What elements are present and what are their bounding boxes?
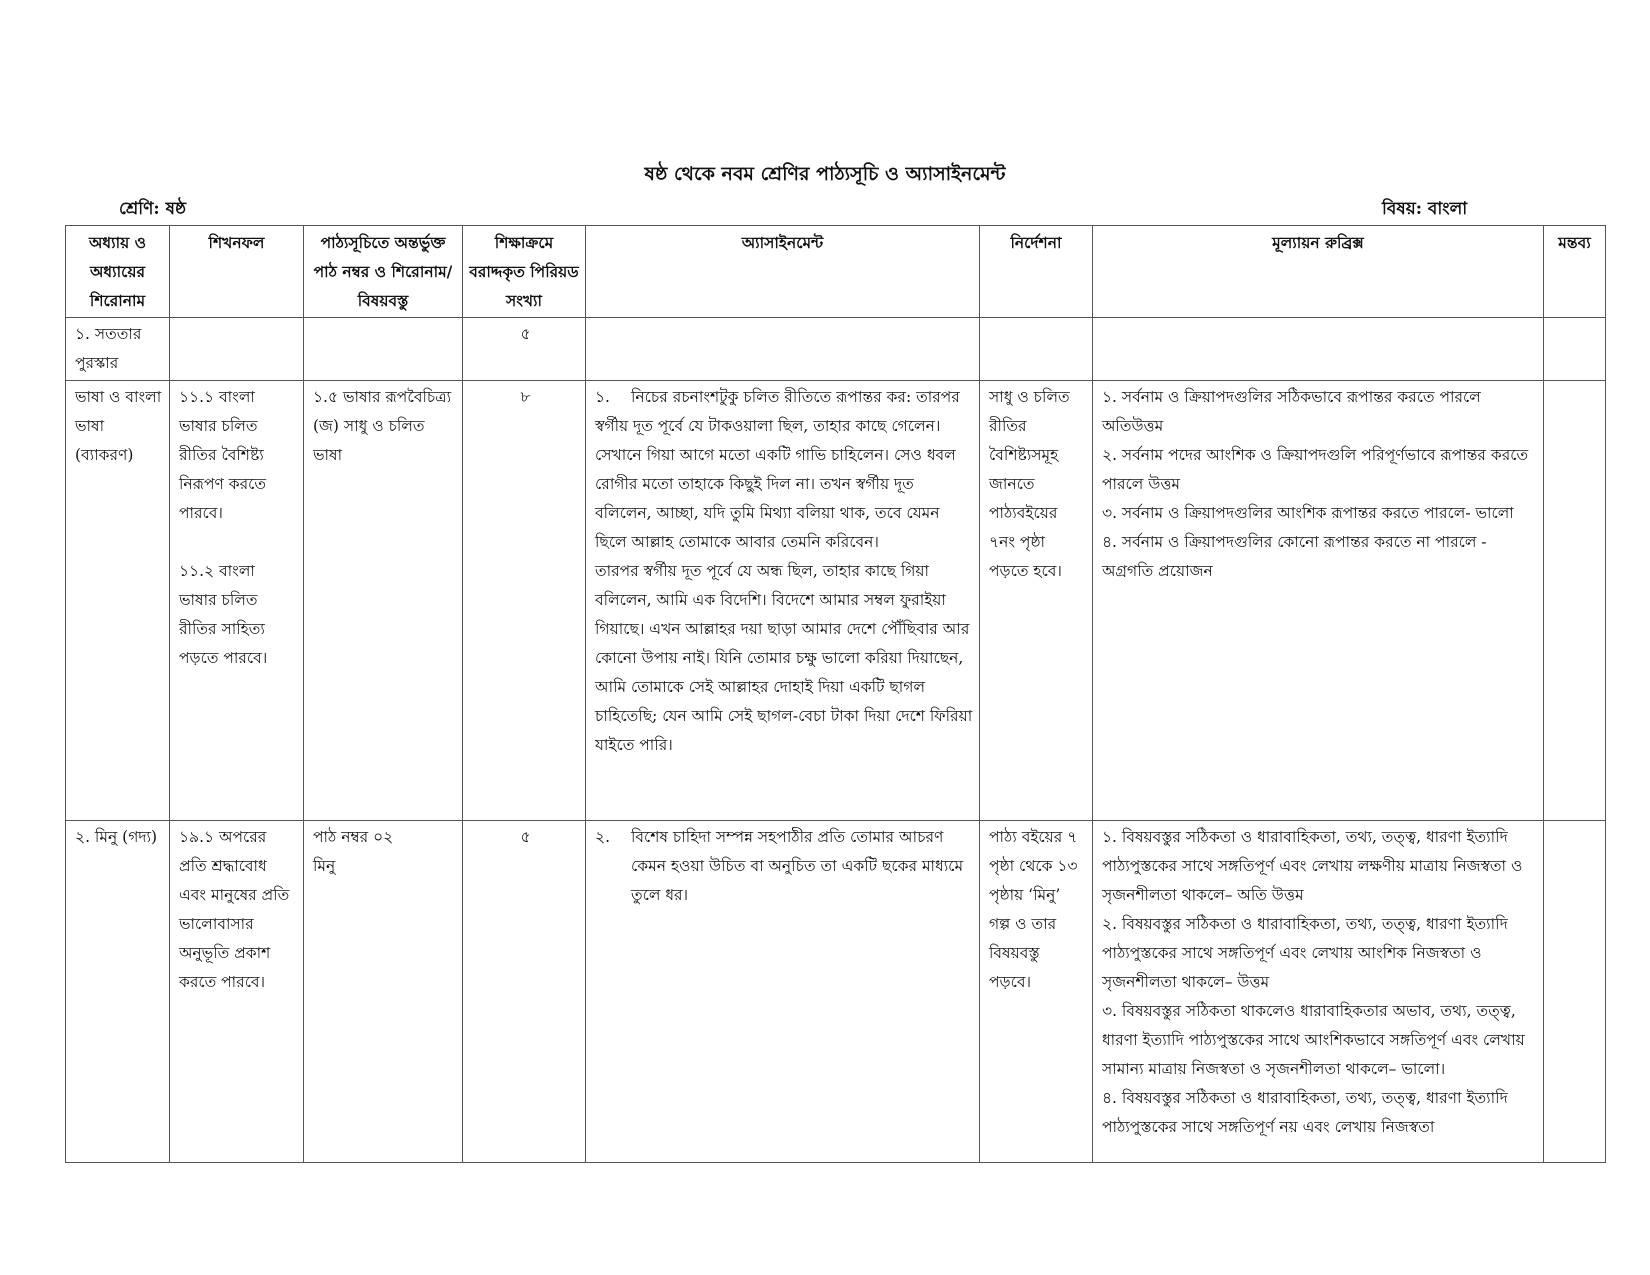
header-lesson: পাঠ্যসূচিতে অন্তর্ভুক্ত পাঠ নম্বর ও শিরোনাম/ বিষয়বস্তু [304, 226, 463, 318]
header-periods: শিক্ষাক্রমে বরাদ্দকৃত পিরিয়ড সংখ্যা [463, 226, 586, 318]
outcome-item: ১১.২ বাংলা ভাষার চলিত রীতির সাহিত্য পড়তে পারবে। [179, 562, 268, 667]
lesson-topic: (জ) সাধু ও চলিত ভাষা [313, 417, 425, 464]
remarks-cell [1544, 381, 1606, 821]
table-row [66, 381, 1606, 821]
periods-cell: ৫ [463, 318, 586, 381]
remarks-cell [1544, 318, 1606, 381]
lesson-number: ১.৫ ভাষার রূপবৈচিত্র্য [313, 388, 452, 406]
periods-cell: ৮ [463, 381, 586, 821]
instruction-cell [980, 318, 1093, 381]
outcome-item: ১১.১ বাংলা ভাষার চলিত রীতির বৈশিষ্ট্য নিরূপণ করতে পারবে। [179, 388, 267, 522]
chapter-cell: ১. সততার পুরস্কার [66, 318, 170, 381]
outcome-cell: ১৯.১ অপরের প্রতি শ্রদ্ধাবোধ এবং মানুষের প্রতি ভালোবাসার অনুভূতি প্রকাশ করতে পারবে। [170, 821, 304, 1163]
remarks-cell [1544, 821, 1606, 1163]
rubric-item: ১. বিষয়বস্তুর সঠিকতা ও ধারাবাহিকতা, তথ্য, তত্ত্ব, ধারণা ইত্যাদি পাঠ্যপুস্তকের সাথে সঙ্গতিপূর্ণ এবং লেখায় লক্ষণীয় মাত্রায় নিজস্বতা ও সৃজনশীলতা থাকলে– অতি উত্তম [1102, 828, 1523, 904]
lesson-cell [304, 318, 463, 381]
rubric-cell [1093, 381, 1544, 821]
assignment-cell [586, 821, 980, 1163]
chapter-cell: ২. মিনু (গদ্য) [66, 821, 170, 1163]
header-rubric: মূল্যায়ন রুব্রিক্স [1093, 226, 1544, 318]
instruction-cell: সাধু ও চলিত রীতির বৈশিষ্ট্যসমূহ জানতে পাঠ্যবইয়ের ৭নং পৃষ্ঠা পড়তে হবে। [980, 381, 1093, 821]
chapter-cell: ভাষা ও বাংলা ভাষা (ব্যাকরণ) [66, 381, 170, 821]
rubric-item: ৪. সর্বনাম ও ক্রিয়াপদগুলির কোনো রূপান্তর করতে না পারলে - অগ্রগতি প্রয়োজন [1102, 533, 1487, 580]
syllabus-table [65, 225, 1606, 1163]
table-row [66, 821, 1606, 1163]
assignment-number: ২. [595, 828, 611, 846]
header-instruction: নির্দেশনা [980, 226, 1093, 318]
subject-label: বিষয়: বাংলা [1382, 199, 1468, 219]
class-label: শ্রেণি: ষষ্ঠ [119, 199, 187, 219]
header-remarks: মন্তব্য [1544, 226, 1606, 318]
rubric-cell [1093, 821, 1544, 1163]
lesson-topic: মিনু [313, 857, 336, 875]
assignment-cell [586, 381, 980, 821]
assignment-text-continued: তারপর স্বর্গীয় দূত পূর্বে যে অন্ধ ছিল, তাহার কাছে গিয়া বলিলেন, আমি এক বিদেশি। বিদেশে আমার সম্বল ফুরাইয়া গিয়াছে। এখন আল্লাহর দয়া ছাড়া আমার দেশে পৌঁছিবার আর কোনো উপায় নাই। যিনি তোমার চক্ষু ভালো করিয়া দিয়াছেন, আমি তোমাকে সেই আল্লাহর দোহাই দিয়া একটি ছাগল চাহিতেছি; যেন আমি সেই ছাগল-বেচা টাকা দিয়া দেশে ফিরিয়া যাইতে পারি। [595, 562, 973, 754]
page-title: ষষ্ঠ থেকে নবম শ্রেণির পাঠ্যসূচি ও অ্যাসাইনমেন্ট [644, 163, 1006, 185]
rubric-item: ৩. বিষয়বস্তুর সঠিকতা থাকলেও ধারাবাহিকতার অভাব, তথ্য, তত্ত্ব, ধারণা ইত্যাদি পাঠ্যপুস্তকের সাথে আংশিকভাবে সঙ্গতিপূর্ণ এবং লেখায় সামান্য মাত্রায় নিজস্বতা ও সৃজনশীলতা থাকলে– ভালো। [1102, 1002, 1525, 1078]
lesson-cell [304, 821, 463, 1163]
instruction-cell: পাঠ্য বইয়ের ৭ পৃষ্ঠা থেকে ১৩ পৃষ্ঠায় ‘মিনু’ গল্প ও তার বিষয়বস্তু পড়বে। [980, 821, 1093, 1163]
rubric-item: ১. সর্বনাম ও ক্রিয়াপদগুলির সঠিকভাবে রূপান্তর করতে পারলে অতিউত্তম [1102, 388, 1481, 435]
rubric-cell [1093, 318, 1544, 381]
assignment-number: ১. [595, 388, 610, 406]
periods-cell: ৫ [463, 821, 586, 1163]
assignment-text: বিশেষ চাহিদা সম্পন্ন সহপাঠীর প্রতি তোমার আচরণ কেমন হওয়া উচিত বা অনুচিত তা একটি ছকের মাধ্যমে তুলে ধর। [631, 828, 964, 904]
rubric-item: ২. সর্বনাম পদের আংশিক ও ক্রিয়াপদগুলি পরিপূর্ণভাবে রূপান্তর করতে পারলে উত্তম [1102, 446, 1529, 493]
outcome-cell [170, 318, 304, 381]
rubric-item: ৪. বিষয়বস্তুর সঠিকতা ও ধারাবাহিকতা, তথ্য, তত্ত্ব, ধারণা ইত্যাদি পাঠ্যপুস্তকের সাথে সঙ্গতিপূর্ণ নয় এবং লেখায় নিজস্বতা [1102, 1089, 1508, 1136]
lesson-cell [304, 381, 463, 821]
header-learning-outcome: শিখনফল [170, 226, 304, 318]
outcome-cell [170, 381, 304, 821]
header-chapter: অধ্যায় ও অধ্যায়ের শিরোনাম [66, 226, 170, 318]
header-assignment: অ্যাসাইনমেন্ট [586, 226, 980, 318]
lesson-number: পাঠ নম্বর ০২ [313, 828, 394, 846]
assignment-cell [586, 318, 980, 381]
assignment-text: নিচের রচনাংশটুকু চলিত রীতিতে রূপান্তর কর: তারপর স্বর্গীয় দূত পূর্বে যে টাকওয়ালা ছিল, তাহার কাছে গেলেন। সেখানে গিয়া আগে মতো একটি গাভি চাহিলেন। সেও ধবল রোগীর মতো তাহাকে কিছুই দিল না। তখন স্বর্গীয় দূত বলিলেন, আচ্ছা, যদি তুমি মিথ্যা বলিয়া থাক, তবে যেমন ছিলে আল্লাহ তোমাকে আবার তেমনি করিবেন। [595, 388, 960, 551]
table-header-row [66, 226, 1606, 318]
table-row [66, 318, 1606, 381]
rubric-item: ২. বিষয়বস্তুর সঠিকতা ও ধারাবাহিকতা, তথ্য, তত্ত্ব, ধারণা ইত্যাদি পাঠ্যপুস্তকের সাথে সঙ্গতিপূর্ণ এবং লেখায় আংশিক নিজস্বতা ও সৃজনশীলতা থাকলে– উত্তম [1102, 915, 1508, 991]
rubric-item: ৩. সর্বনাম ও ক্রিয়াপদগুলির আংশিক রূপান্তর করতে পারলে- ভালো [1102, 504, 1514, 522]
